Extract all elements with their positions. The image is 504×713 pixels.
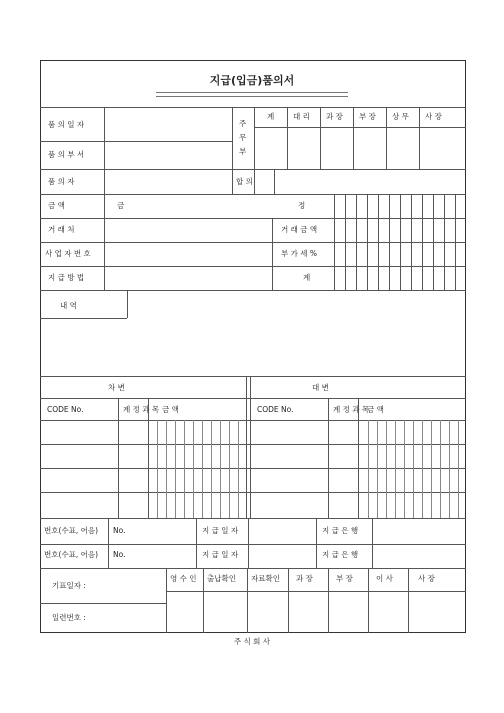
credit-label: 대 변 xyxy=(312,383,329,392)
pay-date-label-2: 지 급 일 자 xyxy=(202,550,239,559)
document-title: 지급(입금)품의서 xyxy=(209,74,295,87)
debit-amount-label: 금 액 xyxy=(162,405,179,414)
amount-prefix: 금 xyxy=(117,201,125,210)
vat-label: 부 가 세 % xyxy=(281,249,318,258)
dept-label: 품 의 부 서 xyxy=(48,150,85,159)
details-label: 내 역 xyxy=(60,301,77,310)
total-label: 계 xyxy=(303,273,311,282)
sign-header-section-chief: 과 장 xyxy=(296,574,313,583)
pay-method-label: 지 급 방 법 xyxy=(48,273,85,282)
debit-code-label: CODE No. xyxy=(47,405,84,414)
approval-header-dept-head: 부 장 xyxy=(359,112,376,121)
serial-label: 일련번호 : xyxy=(52,613,86,622)
sign-header-director: 이 사 xyxy=(376,574,393,583)
check-label-2: 번호(수표, 어음) xyxy=(44,550,99,559)
bank-label-1: 지 급 은 행 xyxy=(322,526,359,535)
approval-header-section-chief: 과 장 xyxy=(326,112,343,121)
sign-header-cash-check: 출납확인 xyxy=(207,574,236,583)
amount-suffix: 정 xyxy=(298,201,306,210)
debit-account-label: 계 정 과 목 xyxy=(123,405,160,414)
sign-header-president: 사 장 xyxy=(418,574,435,583)
check-label-1: 번호(수표, 어음) xyxy=(44,526,99,535)
bank-label-2: 지 급 은 행 xyxy=(322,550,359,559)
debit-label: 차 변 xyxy=(108,383,125,392)
credit-account-label: 계 정 과 목 xyxy=(333,405,370,414)
approval-header-staff: 계 xyxy=(267,112,275,121)
date-label: 품 의 일 자 xyxy=(48,120,85,129)
check-no-label-1: No. xyxy=(113,526,126,535)
approval-header-president: 사 장 xyxy=(425,112,442,121)
sign-header-data-check: 자료확인 xyxy=(251,574,280,583)
approval-header-assistant: 대 리 xyxy=(293,112,310,121)
author-label: 품 의 자 xyxy=(48,177,75,186)
cooperation-label: 합 의 xyxy=(236,177,253,186)
trade-amount-label: 거 래 금 액 xyxy=(281,225,318,234)
sign-header-receiver: 영 수 인 xyxy=(170,574,197,583)
pay-date-label-1: 지 급 일 자 xyxy=(202,526,239,535)
dept-side-label-2: 무 xyxy=(239,133,247,142)
form-date-label: 기표일자 : xyxy=(52,581,86,590)
check-no-label-2: No. xyxy=(113,550,126,559)
sign-header-dept-head: 부 장 xyxy=(336,574,353,583)
amount-label: 금 액 xyxy=(48,201,65,210)
vendor-label: 거 래 처 xyxy=(48,225,75,234)
approval-header-managing-director: 상 무 xyxy=(392,112,409,121)
credit-amount-label: 금 액 xyxy=(367,405,384,414)
company-footer: 주 식 회 사 xyxy=(233,637,271,646)
credit-code-label: CODE No. xyxy=(257,405,294,414)
dept-side-label-3: 부 xyxy=(239,147,247,156)
biz-no-label: 사 업 자 번 호 xyxy=(45,249,91,258)
dept-side-label-1: 주 xyxy=(239,119,247,128)
